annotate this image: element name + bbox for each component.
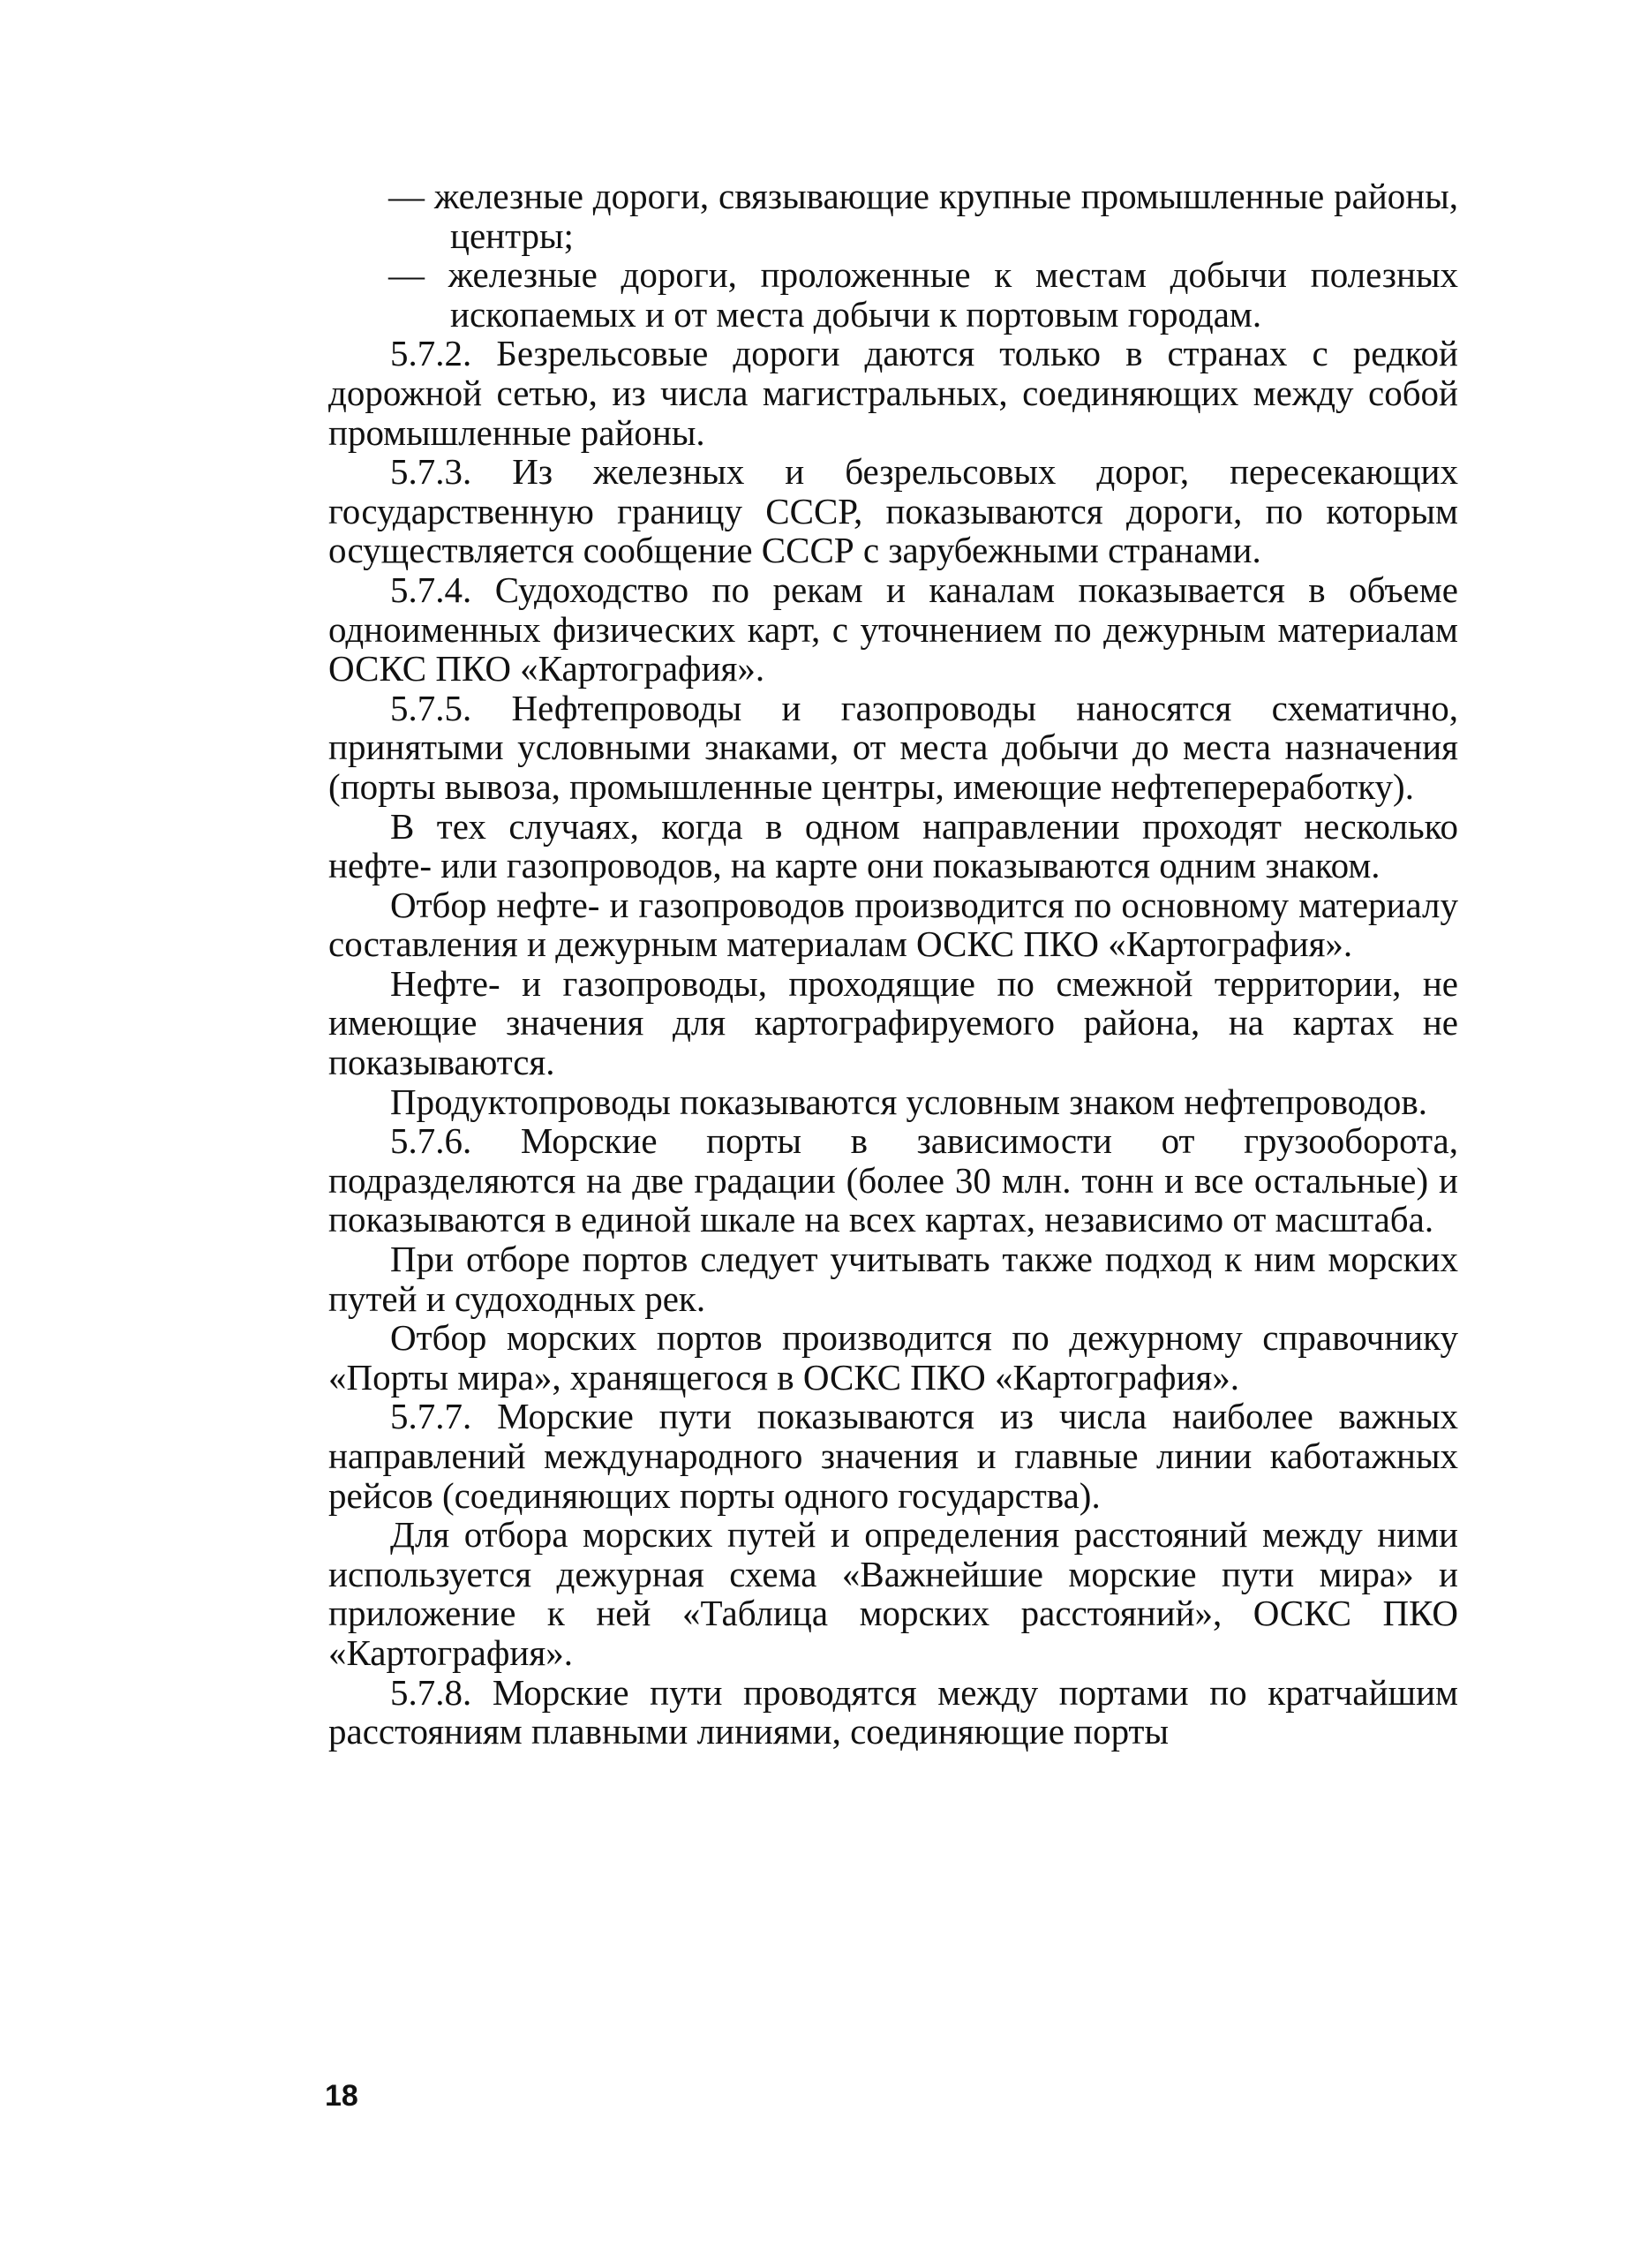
paragraph-5-7-2: 5.7.2. Безрельсовые дороги даются только в странах с редкой дорожной сетью, из числа магистральных, соединяющих между собой промышленные районы. — [328, 333, 1458, 453]
paragraph-5-7-8: 5.7.8. Морские пути проводятся между портами по кратчайшим расстояниям плавными линиями, соединяющие порты — [328, 1671, 1458, 1752]
paragraph-5-7-6: 5.7.6. Морские порты в зависимости от грузооборота, подразделяются на две градации (более 30 млн. тонн и все остальные) и показываются в единой шкале на всех картах, независимо от масштаба. — [328, 1120, 1458, 1240]
paragraph-5-7-7: 5.7.7. Морские пути показываются из числа наиболее важных направлений международного значения и главные линии каботажных рейсов (соединяющих порты одного государства). — [328, 1396, 1458, 1516]
paragraph-pipelines-single-sign: В тех случаях, когда в одном направлении проходят несколько нефте- или газопроводов, на карте они показываются одним знаком. — [328, 805, 1458, 886]
paragraph-ports-selection: Отбор морских портов производится по дежурному справочнику «Порты мира», хранящегося в ОСКС ПКО «Картография». — [328, 1317, 1458, 1398]
paragraph-pipelines-selection: Отбор нефте- и газопроводов производится по основному материалу составления и дежурным материалам ОСКС ПКО «Картография». — [328, 884, 1458, 965]
paragraph-5-7-4: 5.7.4. Судоходство по рекам и каналам показывается в объеме одноименных физических карт, с уточнением по дежурным материалам ОСКС ПКО «Картография». — [328, 569, 1458, 689]
paragraph-5-7-3: 5.7.3. Из железных и безрельсовых дорог, пересекающих государственную границу СССР, показываются дороги, по которым осуществляется сообщение СССР с зарубежными странами. — [328, 451, 1458, 571]
paragraph-pipelines-adjacent: Нефте- и газопроводы, проходящие по смежной территории, не имеющие значения для картографируемого района, на картах не показываются. — [328, 962, 1458, 1083]
list-item-railways-mining: — железные дороги, проложенные к местам добычи полезных ископаемых и от места добычи к портовым городам. — [388, 254, 1458, 335]
paragraph-5-7-5: 5.7.5. Нефтепроводы и газопроводы наносятся схематично, принятыми условными знаками, от места добычи до места назначения (порты вывоза, промышленные центры, имеющие нефтепереработку). — [328, 687, 1458, 807]
list-item-railways-industrial: — железные дороги, связывающие крупные промышленные районы, центры; — [388, 176, 1458, 256]
paragraph-ports-approach: При отборе портов следует учитывать также подход к ним морских путей и судоходных рек. — [328, 1239, 1458, 1319]
paragraph-sea-routes-selection: Для отбора морских путей и определения расстояний между ними используется дежурная схема «Важнейшие морские пути мира» и приложение к ней «Таблица морских расстояний», ОСКС ПКО «Картография». — [328, 1514, 1458, 1673]
document-page — [328, 177, 1458, 1752]
page-number: 18 — [325, 2079, 358, 2113]
paragraph-product-pipelines: Продуктопроводы показываются условным знаком нефтепроводов. — [390, 1081, 1427, 1122]
